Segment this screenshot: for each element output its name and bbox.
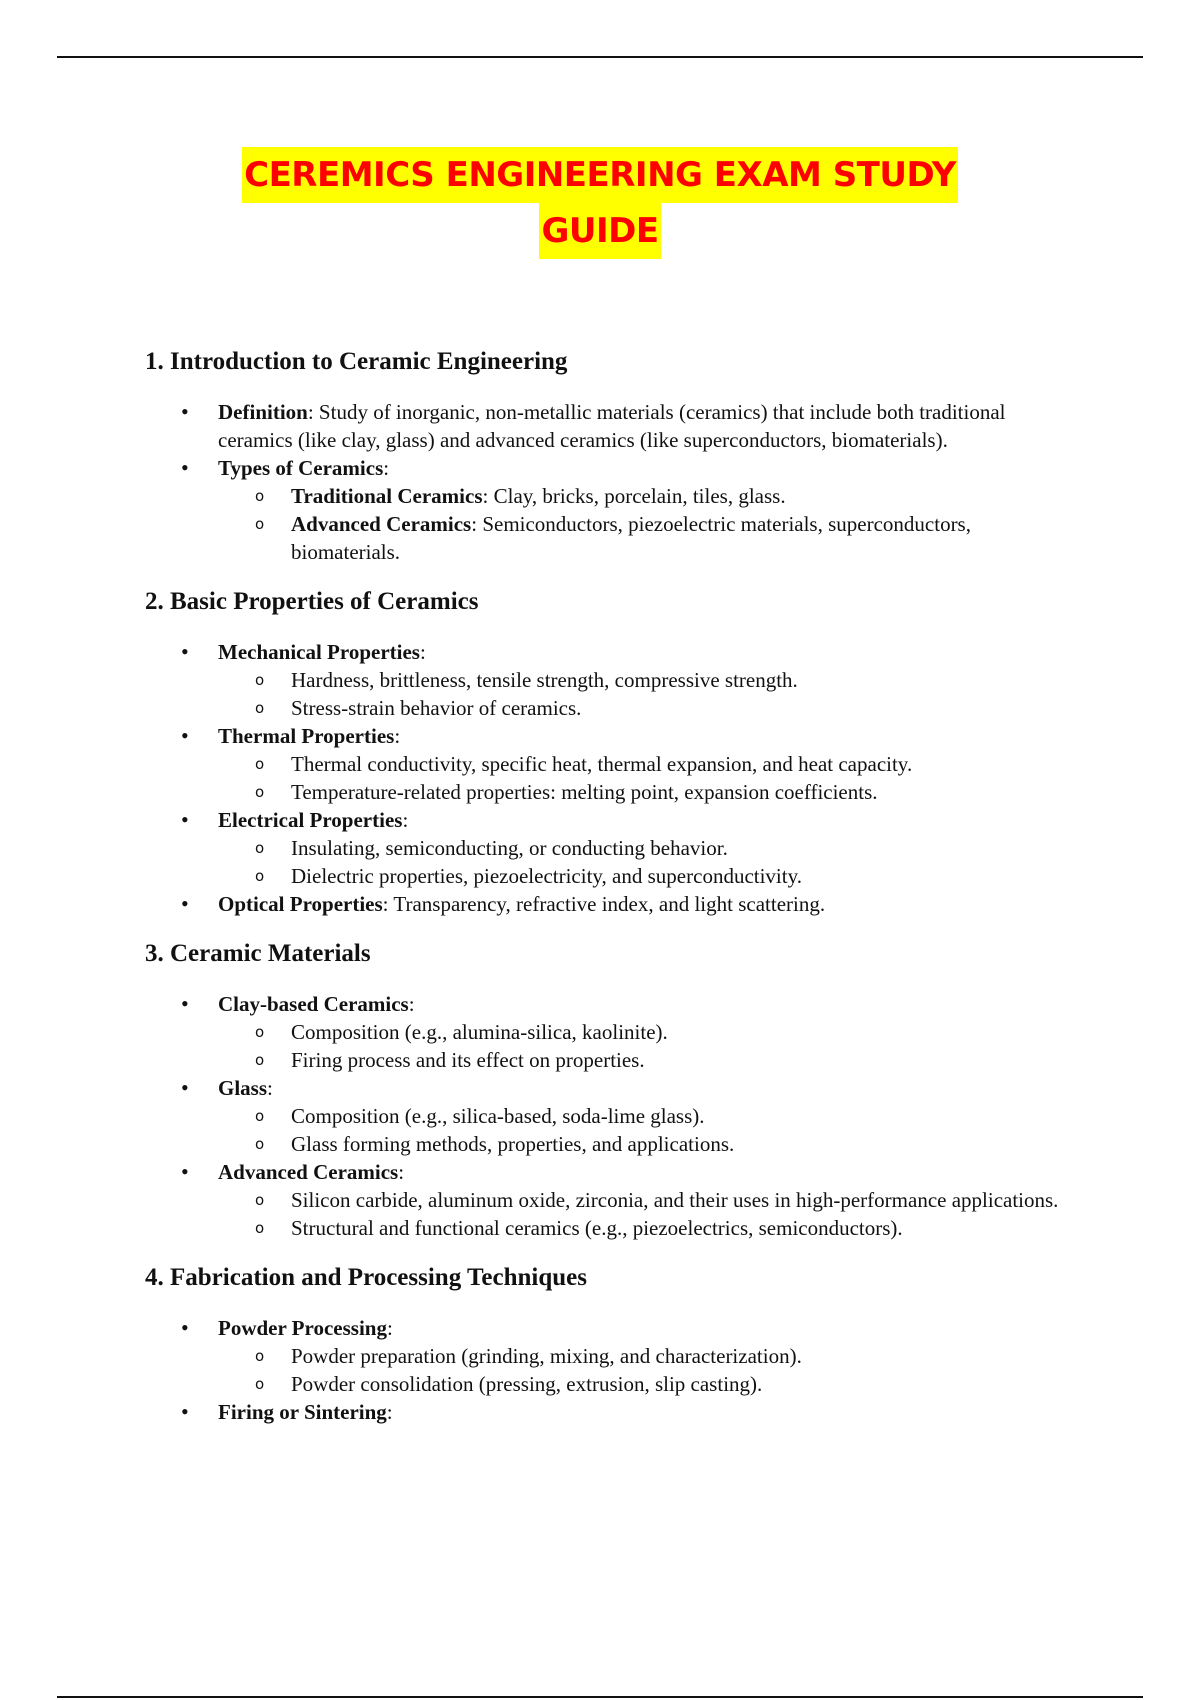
sub-list-item — [218, 482, 1085, 510]
sub-item-text: Stress-strain behavior of ceramics. — [291, 696, 582, 720]
item-term: Types of Ceramics — [218, 456, 384, 480]
sub-bullet-icon: o — [255, 671, 265, 689]
section — [145, 1256, 1085, 1426]
sub-list-item — [218, 750, 1085, 778]
sub-item-text: Thermal conductivity, specific heat, thermal expansion, and heat capacity. — [291, 752, 913, 776]
item-text: : Study of inorganic, non-metallic materials (ceramics) that include both traditional ceramics (like clay, glass) and advanced ceramics (like superconductors, biomaterials). — [218, 400, 1006, 452]
sub-bullet-icon: o — [255, 699, 265, 717]
title-line-1: CEREMICS ENGINEERING EXAM STUDY — [242, 147, 958, 203]
sub-item-text: Hardness, brittleness, tensile strength, compressive strength. — [291, 668, 798, 692]
sub-list-item — [218, 1214, 1085, 1242]
sub-item-text: Powder preparation (grinding, mixing, and characterization). — [291, 1344, 802, 1368]
sub-item-text: : Clay, bricks, porcelain, tiles, glass. — [482, 484, 786, 508]
sub-list-item — [218, 1186, 1085, 1214]
section-heading: 4. Fabrication and Processing Techniques — [145, 1264, 587, 1291]
sub-bullet-icon: o — [255, 755, 265, 773]
list-item — [145, 1314, 1085, 1398]
sub-list — [218, 1186, 1085, 1242]
bullet-list — [145, 990, 1085, 1242]
item-term: Powder Processing — [218, 1316, 387, 1340]
sub-list — [218, 482, 1085, 566]
item-text: : Transparency, refractive index, and light scattering. — [382, 892, 826, 916]
item-term: Advanced Ceramics — [218, 1160, 399, 1184]
list-item — [145, 1398, 1085, 1426]
sub-item-text: Composition (e.g., silica-based, soda-lime glass). — [291, 1104, 705, 1128]
bullet-list — [145, 638, 1085, 918]
sub-bullet-icon: o — [255, 867, 265, 885]
section — [145, 340, 1085, 566]
document-title — [0, 147, 1200, 259]
item-term: Clay-based Ceramics — [218, 992, 409, 1016]
item-text: : — [402, 808, 409, 832]
sub-bullet-icon: o — [255, 1023, 265, 1041]
list-item — [145, 1158, 1085, 1242]
item-text: : — [386, 1316, 393, 1340]
document-body — [145, 340, 1085, 1440]
sub-list-item — [218, 1018, 1085, 1046]
item-term: Definition — [218, 400, 308, 424]
sub-item-text: Powder consolidation (pressing, extrusion, slip casting). — [291, 1372, 763, 1396]
item-text: : — [267, 1076, 273, 1100]
sub-list-item — [218, 862, 1085, 890]
list-item — [145, 890, 1085, 918]
item-term: Glass — [218, 1076, 268, 1100]
bullet-icon: • — [181, 1075, 189, 1100]
item-text: : — [398, 1160, 405, 1184]
item-text: : — [386, 1400, 393, 1424]
list-item — [145, 638, 1085, 722]
item-text: : — [419, 640, 426, 664]
item-term: Electrical Properties — [218, 808, 403, 832]
bullet-icon: • — [181, 807, 189, 832]
item-term: Optical Properties — [218, 892, 383, 916]
item-text: : — [394, 724, 401, 748]
sub-list-item — [218, 694, 1085, 722]
sub-list — [218, 1018, 1085, 1074]
sub-bullet-icon: o — [255, 839, 265, 857]
sub-item-text: Silicon carbide, aluminum oxide, zirconia, and their uses in high-performance applications. — [291, 1188, 1059, 1212]
list-item — [145, 1074, 1085, 1158]
title-line-2: GUIDE — [539, 203, 660, 259]
sub-bullet-icon: o — [255, 1375, 265, 1393]
list-item — [145, 398, 1085, 454]
bullet-list — [145, 398, 1085, 566]
sub-list — [218, 1102, 1085, 1158]
sub-item-text: Composition (e.g., alumina-silica, kaolinite). — [291, 1020, 668, 1044]
bullet-icon: • — [181, 1399, 189, 1424]
section-heading: 3. Ceramic Materials — [145, 940, 371, 967]
sub-bullet-icon: o — [255, 1219, 265, 1237]
section — [145, 932, 1085, 1242]
header-rule — [57, 56, 1143, 58]
sub-item-text: Dielectric properties, piezoelectricity, and superconductivity. — [291, 864, 802, 888]
sub-bullet-icon: o — [255, 1107, 265, 1125]
sub-list — [218, 1342, 1085, 1398]
footer-rule — [57, 1696, 1143, 1698]
list-item — [145, 454, 1085, 566]
item-term: Mechanical Properties — [218, 640, 420, 664]
item-term: Thermal Properties — [218, 724, 395, 748]
sub-list — [218, 750, 1085, 806]
bullet-icon: • — [181, 639, 189, 664]
sub-list-item — [218, 834, 1085, 862]
section — [145, 580, 1085, 918]
sub-list-item — [218, 666, 1085, 694]
bullet-icon: • — [181, 399, 189, 424]
sub-bullet-icon: o — [255, 1191, 265, 1209]
sub-list-item — [218, 1342, 1085, 1370]
sub-list-item — [218, 778, 1085, 806]
sub-list-item — [218, 510, 1085, 566]
sub-item-term: Advanced Ceramics — [291, 512, 472, 536]
sub-item-text: Insulating, semiconducting, or conducting behavior. — [291, 836, 728, 860]
sub-list-item — [218, 1130, 1085, 1158]
sub-bullet-icon: o — [255, 783, 265, 801]
sub-item-term: Traditional Ceramics — [291, 484, 483, 508]
bullet-icon: • — [181, 991, 189, 1016]
item-text: : — [408, 992, 415, 1016]
sub-list-item — [218, 1102, 1085, 1130]
section-heading: 2. Basic Properties of Ceramics — [145, 588, 479, 615]
bullet-icon: • — [181, 1159, 189, 1184]
sub-list — [218, 666, 1085, 722]
sub-bullet-icon: o — [255, 487, 265, 505]
bullet-icon: • — [181, 891, 189, 916]
sub-list — [218, 834, 1085, 890]
list-item — [145, 990, 1085, 1074]
sub-bullet-icon: o — [255, 1347, 265, 1365]
sub-item-text: Temperature-related properties: melting point, expansion coefficients. — [291, 780, 878, 804]
sub-item-text: Firing process and its effect on properties. — [291, 1048, 645, 1072]
sub-item-text: : Semiconductors, piezoelectric materials, superconductors, biomaterials. — [291, 512, 971, 564]
bullet-icon: • — [181, 1315, 189, 1340]
section-heading: 1. Introduction to Ceramic Engineering — [145, 348, 568, 375]
bullet-icon: • — [181, 723, 189, 748]
bullet-list — [145, 1314, 1085, 1426]
bullet-icon: • — [181, 455, 189, 480]
sub-list-item — [218, 1370, 1085, 1398]
list-item — [145, 722, 1085, 806]
list-item — [145, 806, 1085, 890]
sub-list-item — [218, 1046, 1085, 1074]
sub-item-text: Glass forming methods, properties, and applications. — [291, 1132, 735, 1156]
item-term: Firing or Sintering — [218, 1400, 387, 1424]
sub-item-text: Structural and functional ceramics (e.g., piezoelectrics, semiconductors). — [291, 1216, 903, 1240]
sub-bullet-icon: o — [255, 1051, 265, 1069]
item-text: : — [383, 456, 390, 480]
sub-bullet-icon: o — [255, 515, 265, 533]
sub-bullet-icon: o — [255, 1135, 265, 1153]
